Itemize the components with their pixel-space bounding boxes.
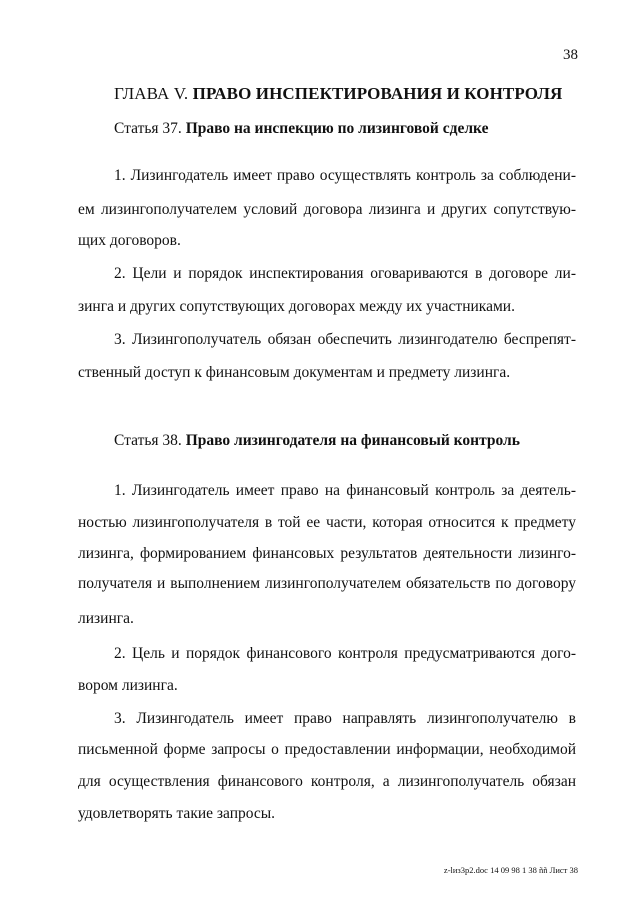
chapter-name: ПРАВО ИНСПЕКТИРОВАНИЯ И КОНТРОЛЯ xyxy=(192,84,563,103)
article-38-line: удовлетворять такие запросы. xyxy=(78,805,276,822)
article-38-line: вором лизинга. xyxy=(78,677,178,694)
article-37-heading xyxy=(114,120,488,138)
article-38-line: письменной форме запросы о предоставлении информации, необходимой xyxy=(78,741,576,758)
article-38-label: Статья 38. xyxy=(114,432,182,449)
article-38-name: Право лизингодателя на финансовый контроль xyxy=(185,432,520,449)
article-38-line: лизинга, формированием финансовых результатов деятельности лизинго- xyxy=(78,545,576,562)
article-38-line: получателя и выполнением лизингополучателем обязательств по договору xyxy=(78,575,576,592)
article-38-line: для осуществления финансового контроля, а лизингополучатель обязан xyxy=(78,773,576,790)
article-38-line: 1. Лизингодатель имеет право на финансовый контроль за деятель- xyxy=(114,482,576,499)
article-37-line: щих договоров. xyxy=(78,232,181,249)
page-number: 38 xyxy=(563,47,578,63)
article-37-line: 1. Лизингодатель имеет право осуществлять контроль за соблюдени- xyxy=(114,167,576,184)
article-38-line: 2. Цель и порядок финансового контроля предусматриваются дого- xyxy=(114,645,576,662)
article-37-line: 2. Цели и порядок инспектирования оговариваются в договоре ли- xyxy=(114,265,576,282)
article-37-name: Право на инспекцию по лизинговой сделке xyxy=(185,120,489,137)
footer-file-info: z-lиз3р2.doc 14 09 98 1 38 ññ Лист 38 xyxy=(443,865,578,875)
article-37-line: ственный доступ к финансовым документам и предмету лизинга. xyxy=(78,364,511,381)
article-37-line: ем лизингополучателем условий договора лизинга и других сопутствую- xyxy=(78,201,576,218)
article-37-line: зинга и других сопутствующих договорах между их участниками. xyxy=(78,298,515,315)
article-38-line: ностью лизингополучателя в той ее части, которая относится к предмету xyxy=(78,514,576,531)
article-37-line: 3. Лизингополучатель обязан обеспечить лизингодателю беспрепят- xyxy=(114,331,576,348)
article-38-heading xyxy=(114,432,520,450)
article-37-label: Статья 37. xyxy=(114,120,182,137)
article-38-line: 3. Лизингодатель имеет право направлять лизингополучателю в xyxy=(114,710,576,727)
chapter-label: ГЛАВА V. xyxy=(114,84,189,103)
article-38-line: лизинга. xyxy=(78,610,134,627)
chapter-title xyxy=(114,84,562,104)
